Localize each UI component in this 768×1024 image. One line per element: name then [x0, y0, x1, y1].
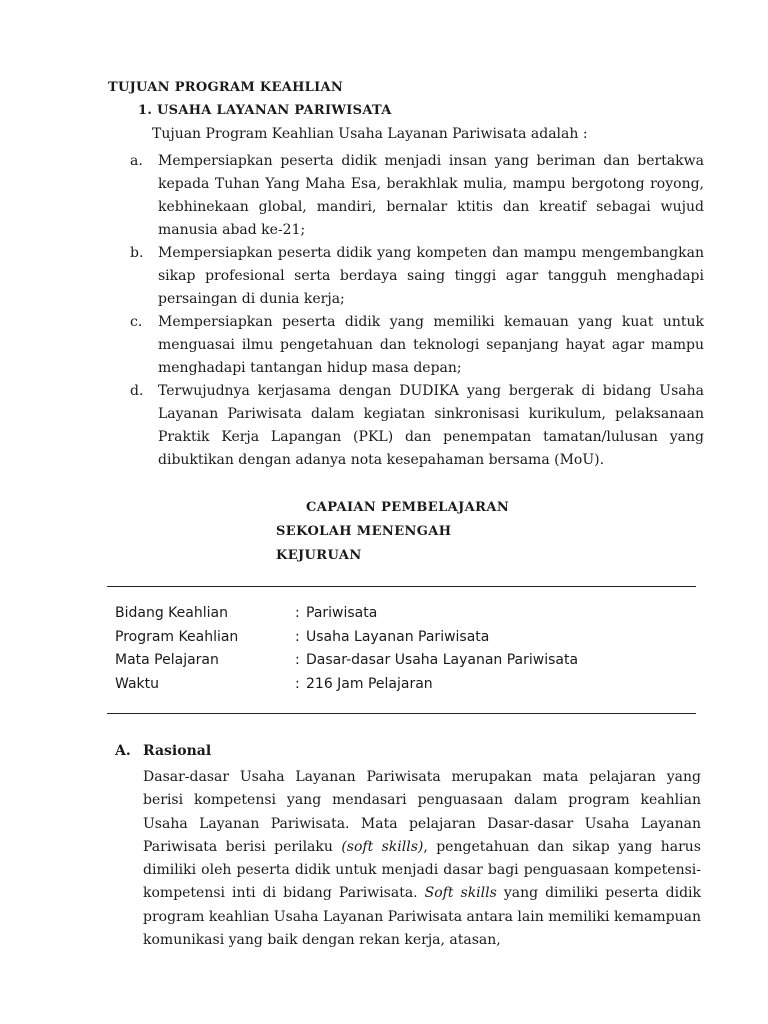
objective-marker: b.	[130, 245, 144, 261]
info-value: Usaha Layanan Pariwisata	[306, 628, 490, 645]
info-colon: :	[295, 605, 300, 621]
info-label: Program Keahlian	[115, 628, 239, 645]
objective-item-d	[130, 380, 704, 472]
info-label: Mata Pelajaran	[115, 652, 219, 668]
info-value: Dasar-dasar Usaha Layanan Pariwisata	[306, 652, 579, 668]
section-heading-rasional	[115, 743, 211, 759]
objective-text: Mempersiapkan peserta didik menjadi insan yang beriman dan bertakwa kepada Tuhan Yang Maha Esa, berakhlak mulia, mampu bergotong royong, kebhinekaan global, mandiri, bernalar ktitis dan kreatif sebagai wujud manusia abad ke-21;	[158, 153, 704, 238]
capaian-title-line3: KEJURUAN	[276, 548, 362, 563]
info-value: Pariwisata	[306, 605, 378, 621]
info-value: 216 Jam Pelajaran	[306, 675, 433, 692]
paragraph-text: Dasar-dasar Usaha Layanan Pariwisata merupakan mata pelajaran yang berisi kompetensi yang mendasari penguasaan dalam program keahlian Usaha Layanan Pariwisata. Mata pelajaran Dasar-dasar Usaha Layanan Pariwisata berisi perilaku	[143, 769, 701, 855]
objectives-list	[130, 150, 704, 472]
objective-item-b	[130, 242, 704, 311]
section-title: Rasional	[143, 743, 212, 759]
objective-marker: a.	[130, 153, 143, 169]
objective-marker: c.	[130, 314, 143, 330]
objective-item-a	[130, 150, 704, 242]
divider-top	[107, 586, 696, 587]
paragraph-italic-text: Soft skills	[424, 885, 497, 902]
objectives-intro: Tujuan Program Keahlian Usaha Layanan Pariwisata adalah :	[152, 126, 588, 142]
objective-text: Mempersiapkan peserta didik yang kompeten dan mampu mengembangkan sikap profesional serta berdaya saing tinggi agar tangguh menghadapi persaingan di dunia kerja;	[158, 245, 704, 307]
paragraph-text: yang dimiliki peserta didik program keahlian Usaha Layanan Pariwisata antara lain memiliki kemampuan komunikasi yang baik dengan rekan kerja, atasan,	[143, 885, 701, 949]
rasional-paragraph	[143, 766, 701, 952]
paragraph-text: , pengetahuan dan sikap yang harus dimiliki oleh peserta didik untuk menjadi dasar bagi penguasaan kompetensi-kompetensi inti di bidang Pariwisata.	[143, 838, 701, 902]
info-colon: :	[295, 675, 300, 692]
objective-marker: d.	[130, 383, 144, 399]
divider-bottom	[107, 713, 696, 714]
objective-text: Mempersiapkan peserta didik yang memiliki kemauan yang kuat untuk menguasai ilmu pengetahuan dan teknologi sepanjang hayat agar mampu menghadapi tantangan hidup masa depan;	[158, 314, 704, 376]
info-colon: :	[295, 652, 300, 668]
paragraph-italic-text: (soft skills)	[341, 838, 424, 855]
capaian-title-line1: CAPAIAN PEMBELAJARAN	[306, 500, 510, 515]
objectives-title: TUJUAN PROGRAM KEAHLIAN	[108, 80, 344, 95]
objectives-subtitle: 1. USAHA LAYANAN PARIWISATA	[138, 103, 392, 118]
info-colon: :	[295, 628, 300, 645]
info-label: Bidang Keahlian	[115, 605, 228, 621]
objective-text: Terwujudnya kerjasama dengan DUDIKA yang bergerak di bidang Usaha Layanan Pariwisata dalam kegiatan sinkronisasi kurikulum, pelaksanaan Praktik Kerja Lapangan (PKL) dan penempatan tamatan/lulusan yang dibuktikan dengan adanya nota kesepahaman bersama (MoU).	[158, 383, 704, 468]
objective-item-c	[130, 311, 704, 380]
section-letter: A.	[115, 743, 131, 759]
capaian-title-line2: SEKOLAH MENENGAH	[276, 524, 452, 539]
info-label: Waktu	[115, 675, 159, 692]
